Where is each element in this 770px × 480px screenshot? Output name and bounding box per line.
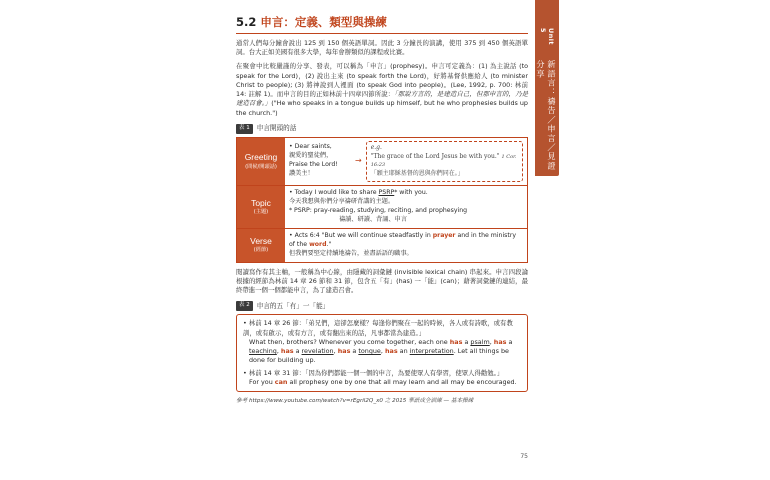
verse-keyword: word: [309, 240, 327, 248]
topic-term: PSRP: [378, 188, 395, 196]
entry1-en-text: What then, brothers? Whenever you come together, each one: [249, 337, 450, 346]
greeting-line: Praise the Lord!: [289, 161, 338, 169]
revelation-term: revelation: [301, 347, 334, 356]
can-keyword: can: [274, 378, 288, 387]
greeting-line: 讚美主！: [289, 170, 314, 178]
greeting-label-en: Greeting: [244, 152, 278, 163]
table1-row-verse: [237, 228, 527, 262]
has-keyword: has: [493, 337, 507, 346]
definition-quote-zh: 「那說方言的，是建造自己，但那申言的，乃是建造召會。」: [236, 90, 529, 108]
topic-line: [289, 189, 523, 198]
has-keyword: has: [337, 347, 351, 356]
example-quote: "The grace of the Lord Jesus be with you.": [370, 152, 500, 160]
verse-line: [289, 232, 523, 250]
verse-label-zh: (經節): [253, 247, 269, 254]
entry1-en: What then, brothers? Whenever you come together, each one has a psalm, has a teaching, has a revelation, has a tongue, has an interpretation. Let all things be done for building up.: [249, 337, 513, 365]
definition-paragraph: [236, 62, 528, 118]
entry2-en-text: all prophesy one by one that all may learn and all may be encouraged.: [287, 378, 517, 387]
greeting-label-zh: (問候/開頭話): [245, 163, 277, 170]
article: an: [397, 347, 410, 356]
book-page: [236, 14, 528, 470]
table2-caption: [236, 301, 528, 311]
entry2-zh: • 林前 14 章 31 節：「因為你們都能一個一個的申言，為要使眾人有學習，使眾人得勸勉。」: [243, 368, 504, 377]
topic-line-post: * with you.: [394, 188, 428, 196]
verse-body: [285, 229, 527, 262]
table1-tag: 表 1: [236, 124, 253, 134]
example-zh: 「願主耶穌基督的恩與你們同在。」: [370, 169, 464, 177]
topic-label: [237, 186, 285, 228]
entry1-zh: • 林前 14 章 26 節：「弟兄們，這卻怎麼樣？每逢你們聚在一起的時候，各人或有詩歌，或有教訓，或有啟示，或有方言，或有翻出來的話，凡事都當為建造。」: [243, 319, 513, 337]
arrow-right-icon: →: [355, 156, 362, 166]
table1-row-topic: [237, 185, 527, 228]
teaching-term: teaching: [249, 347, 277, 356]
entry2-en-text: For you: [249, 378, 275, 387]
unit-side-tab: [535, 0, 559, 176]
topic-body: [285, 186, 527, 228]
example-label: e.g.: [370, 143, 382, 151]
table1: [236, 137, 528, 263]
entry2-en: [243, 378, 521, 387]
interpretation-term: interpretation: [409, 347, 454, 356]
article: a: [462, 337, 471, 346]
table2: [236, 314, 528, 392]
tongue-term: tongue: [358, 347, 381, 356]
topic-line: 禱讀、研讀、背誦、申言: [339, 215, 408, 223]
definition-text: 在聚會中比較嚴謹的分享、發表，可以稱為「申言」(prophesy)。申言可定義為：(1) 為主說話 (to speak for the Lord)，(2) 說出主來 (to speak forth the Lord)，好將基督供應給人 (to minister Christ to people); (3) 將神說到人裡面 (to speak God into people)。(Lee, 1992, p. 700: 林前 14: 註解 1)。而申言的目的正如林前十四章四節所說：: [236, 62, 528, 99]
article: a: [350, 347, 359, 356]
greeting-line: • Dear saints,: [289, 143, 332, 151]
unit-title: 新語言：禱告／申言／見證分享: [536, 60, 557, 171]
topic-label-en: Topic: [251, 197, 271, 208]
has-keyword: has: [280, 347, 294, 356]
topic-line-pre: • Today I would like to share: [289, 188, 379, 196]
topic-line: * PSRP: pray-reading, studying, reciting, and prophesying: [289, 206, 468, 214]
verse-line: 但我們要堅定持續地禱告，並盡話語的職事。: [289, 249, 413, 257]
unit-label: Unit 5: [539, 28, 555, 45]
greeting-body: [285, 138, 527, 185]
example-text: [371, 153, 518, 170]
table1-title: 申言開頭的話: [256, 124, 297, 133]
article: a: [293, 347, 302, 356]
reference-line: 參考 https://www.youtube.com/watch?v=rEgril2Q_x0 之 2015 華語成全訓練 — 基本操練: [236, 398, 474, 405]
topic-line: 今天我想與你們分享禱研背講的主題。: [289, 197, 395, 205]
example-ref: 1 Cor. 16:23: [370, 153, 517, 169]
verse-line-mid: and in the ministry of the: [289, 231, 517, 248]
verse-label-en: Verse: [250, 236, 272, 247]
greeting-label: [237, 138, 285, 185]
psalm-term: psalm: [470, 337, 490, 346]
table2-tag: 表 2: [236, 301, 253, 311]
verse-keyword: prayer: [432, 231, 456, 239]
entry1-en-end: . Let all things be done for building up.: [249, 347, 509, 365]
article: a: [506, 337, 513, 346]
section-number: 5.2: [236, 15, 257, 29]
example-box: [366, 141, 523, 182]
section-heading: [236, 14, 528, 34]
table1-caption: [236, 124, 528, 134]
table2-entry: [243, 319, 521, 365]
greeting-line: 親愛的聖徒們，: [289, 152, 333, 160]
verse-label: [237, 229, 285, 262]
verse-line-pre: • Acts 6:4 "But we will continue steadfastly in: [289, 231, 433, 239]
table2-title: 申言的五「有」一「能」: [256, 301, 330, 310]
topic-label-zh: (主題): [253, 209, 269, 215]
has-keyword: has: [384, 347, 398, 356]
greeting-lines: [289, 143, 351, 179]
mid-paragraph: 閱讀寫作有其主軸，一般稱為中心線，由隱藏的詞彙鏈 (invisible lexical chain) 串起來。申言四段論根據的經節為林前 14 章 26 節和 31 節，包含五「有」(has) 一「能」(can)；藉著詞彙鏈的連結，最終帶進一個一個都能申言，為了建造召會。: [236, 267, 528, 295]
has-keyword: has: [449, 337, 463, 346]
definition-quote-en: ("He who speaks in a tongue builds up himself, but he who prophesies builds up the church."): [236, 99, 528, 117]
section-title: 申言：定義、類型與操練: [260, 15, 387, 29]
intro-paragraph: 通常人們每分鐘會說出 125 到 150 個英語單詞。因此 3 分鐘長的演講，使用 375 到 450 個英語單詞。台大正如美國有很多大學，每年會辦類似的課程或比賽。: [236, 38, 528, 56]
verse-line-post: .": [326, 240, 332, 248]
table2-entry: [243, 369, 521, 388]
table1-row-greeting: [237, 138, 527, 185]
page-number: 75: [520, 453, 528, 461]
